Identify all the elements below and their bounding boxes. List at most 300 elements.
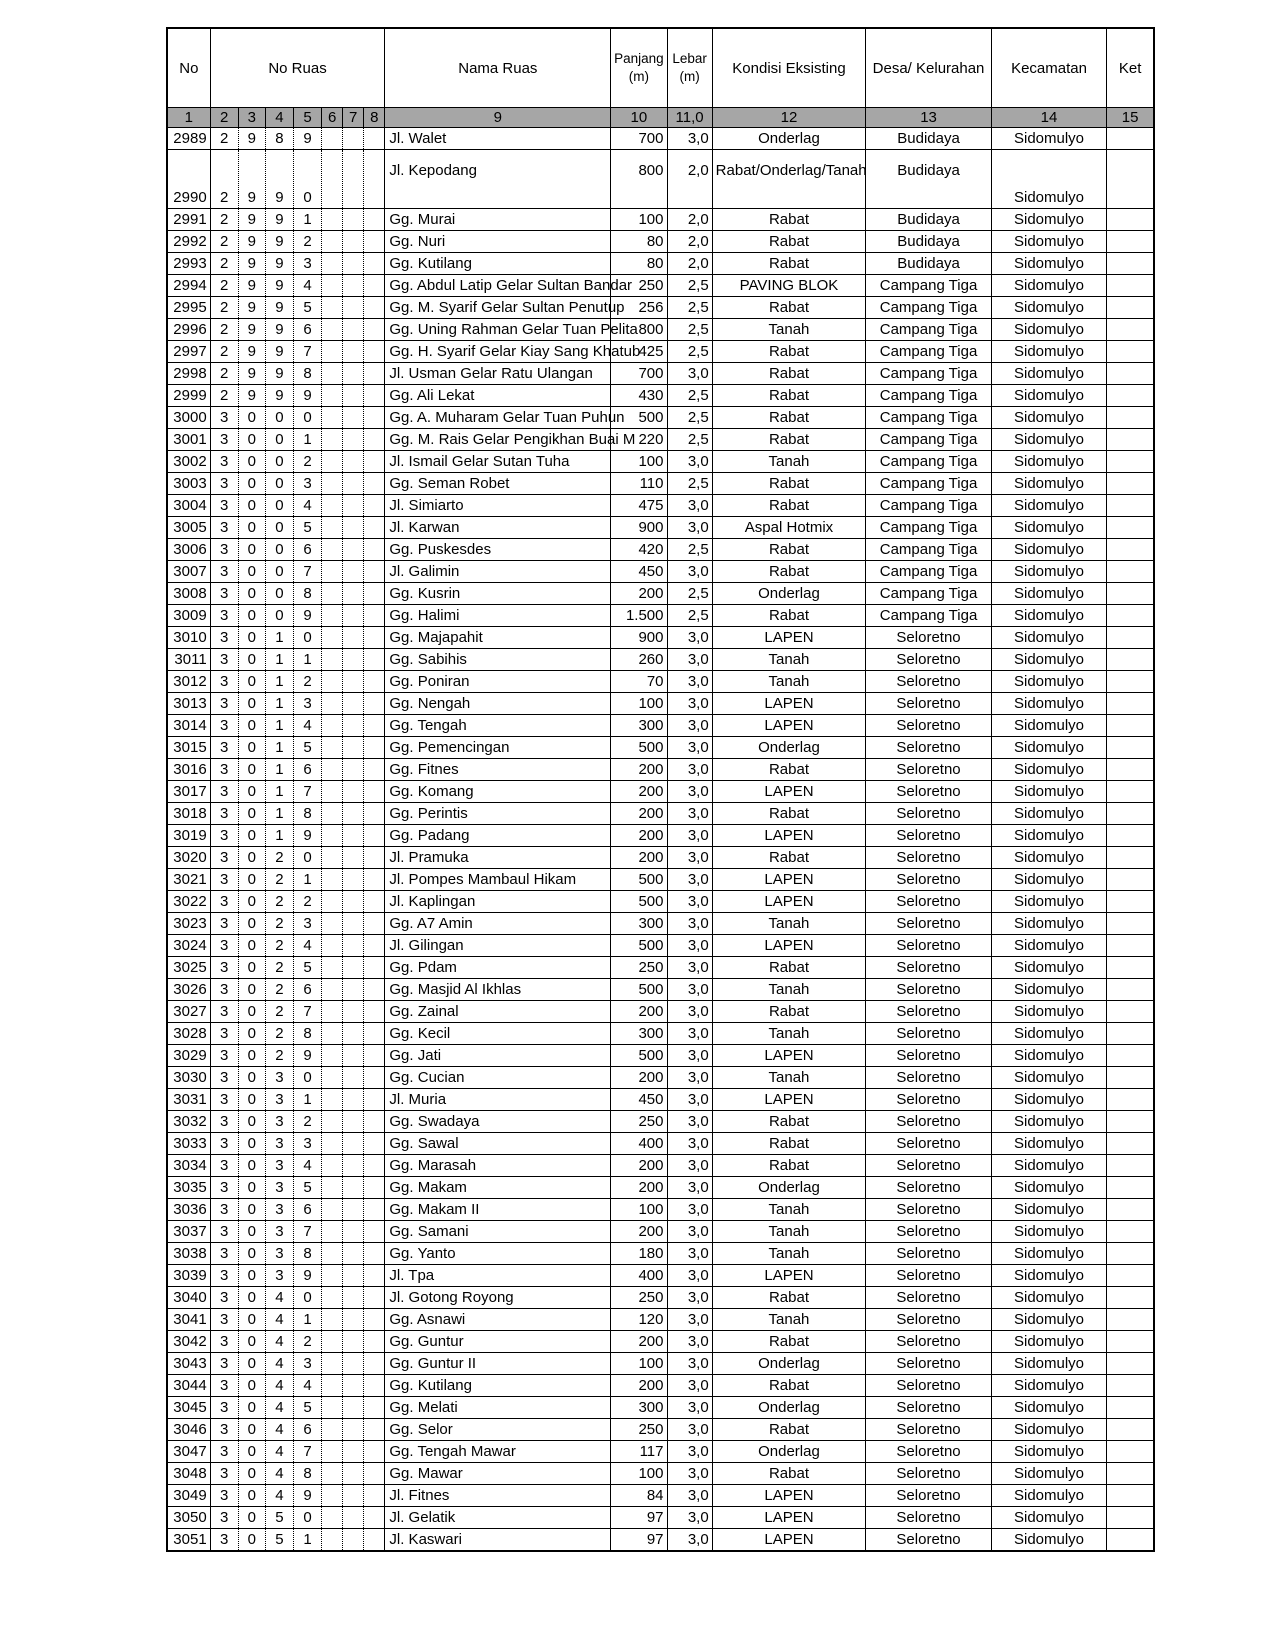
lebar: 3,0 (667, 1331, 712, 1353)
ruas-digit-5: 9 (293, 605, 321, 627)
ruas-digit-4: 2 (265, 1023, 293, 1045)
column-number-row (167, 108, 1154, 128)
table-row (167, 1177, 1154, 1199)
kecamatan: Sidomulyo (991, 957, 1106, 979)
ruas-digit-2: 3 (210, 1375, 238, 1397)
panjang: 425 (611, 341, 667, 363)
panjang: 200 (611, 1001, 667, 1023)
desa-kelurahan: Seloretno (866, 1067, 992, 1089)
kondisi-eksisting: Onderlag (712, 1353, 866, 1375)
keterangan (1107, 1023, 1154, 1045)
ruas-digit-8 (364, 319, 385, 341)
ruas-digit-6 (322, 1155, 343, 1177)
kecamatan: Sidomulyo (991, 429, 1106, 451)
ruas-digit-7 (343, 869, 364, 891)
table-row (167, 1001, 1154, 1023)
lebar: 3,0 (667, 1529, 712, 1552)
ruas-digit-3: 9 (238, 297, 265, 319)
ruas-digit-8 (364, 1155, 385, 1177)
keterangan (1107, 128, 1154, 150)
lebar: 3,0 (667, 1375, 712, 1397)
lebar: 2,0 (667, 231, 712, 253)
table-row (167, 1353, 1154, 1375)
table-row (167, 385, 1154, 407)
kecamatan: Sidomulyo (991, 1265, 1106, 1287)
ruas-digit-6 (322, 1287, 343, 1309)
ruas-digit-2: 3 (210, 1309, 238, 1331)
ruas-digit-5: 7 (293, 561, 321, 583)
nama-ruas: Gg. Melati (385, 1397, 611, 1419)
ruas-digit-8 (364, 1397, 385, 1419)
ruas-digit-7 (343, 1177, 364, 1199)
lebar: 3,0 (667, 1309, 712, 1331)
ruas-digit-5: 1 (293, 429, 321, 451)
row-number: 2993 (167, 253, 210, 275)
ruas-digit-7 (343, 1309, 364, 1331)
table-row (167, 1265, 1154, 1287)
nama-ruas: Jl. Gotong Royong (385, 1287, 611, 1309)
ruas-digit-8 (364, 1133, 385, 1155)
ruas-digit-3: 0 (238, 1265, 265, 1287)
ruas-digit-7 (343, 957, 364, 979)
ruas-digit-7 (343, 583, 364, 605)
ruas-digit-2: 3 (210, 627, 238, 649)
ruas-digit-4: 1 (265, 759, 293, 781)
ruas-digit-8 (364, 275, 385, 297)
desa-kelurahan: Campang Tiga (866, 539, 992, 561)
panjang: 100 (611, 1199, 667, 1221)
kecamatan: Sidomulyo (991, 825, 1106, 847)
ruas-digit-2: 2 (210, 128, 238, 150)
ruas-digit-7 (343, 1023, 364, 1045)
ruas-digit-5: 9 (293, 1045, 321, 1067)
lebar: 2,5 (667, 583, 712, 605)
row-number: 3038 (167, 1243, 210, 1265)
ruas-digit-5: 4 (293, 715, 321, 737)
ruas-digit-6 (322, 429, 343, 451)
desa-kelurahan: Campang Tiga (866, 605, 992, 627)
nama-ruas: Gg. Puskesdes (385, 539, 611, 561)
kondisi-eksisting: Rabat (712, 1287, 866, 1309)
ruas-digit-7 (343, 1353, 364, 1375)
ruas-digit-7 (343, 781, 364, 803)
table-row (167, 847, 1154, 869)
ruas-digit-2: 3 (210, 429, 238, 451)
kecamatan: Sidomulyo (991, 803, 1106, 825)
ruas-digit-8 (364, 561, 385, 583)
desa-kelurahan: Campang Tiga (866, 385, 992, 407)
keterangan (1107, 627, 1154, 649)
ruas-digit-5: 6 (293, 759, 321, 781)
ruas-digit-7 (343, 693, 364, 715)
lebar: 3,0 (667, 781, 712, 803)
ruas-digit-2: 2 (210, 297, 238, 319)
ruas-digit-4: 5 (265, 1529, 293, 1552)
ruas-digit-4: 9 (265, 297, 293, 319)
ruas-digit-6 (322, 1265, 343, 1287)
kecamatan: Sidomulyo (991, 847, 1106, 869)
desa-kelurahan: Campang Tiga (866, 561, 992, 583)
ruas-digit-3: 9 (238, 231, 265, 253)
ruas-digit-2: 3 (210, 1221, 238, 1243)
ruas-digit-5: 0 (293, 407, 321, 429)
ruas-digit-7 (343, 1133, 364, 1155)
column-number-cell: 11,0 (667, 108, 712, 128)
lebar: 2,5 (667, 275, 712, 297)
lebar: 3,0 (667, 1001, 712, 1023)
ruas-digit-4: 9 (265, 253, 293, 275)
ruas-digit-2: 3 (210, 1287, 238, 1309)
ruas-digit-2: 3 (210, 1353, 238, 1375)
panjang: 420 (611, 539, 667, 561)
ruas-digit-5: 0 (293, 847, 321, 869)
table-row (167, 1133, 1154, 1155)
column-number-cell: 1 (167, 108, 210, 128)
ruas-digit-7 (343, 715, 364, 737)
table-row (167, 957, 1154, 979)
ruas-digit-3: 0 (238, 1111, 265, 1133)
ruas-digit-8 (364, 1331, 385, 1353)
kondisi-eksisting: LAPEN (712, 1045, 866, 1067)
ruas-digit-5: 7 (293, 1441, 321, 1463)
kecamatan: Sidomulyo (991, 1199, 1106, 1221)
lebar: 2,5 (667, 385, 712, 407)
table-row (167, 1331, 1154, 1353)
nama-ruas: Gg. A7 Amin (385, 913, 611, 935)
header-kecamatan: Kecamatan (991, 28, 1106, 108)
panjang: 900 (611, 627, 667, 649)
table-row (167, 825, 1154, 847)
table-row (167, 605, 1154, 627)
ruas-digit-7 (343, 319, 364, 341)
desa-kelurahan: Seloretno (866, 1155, 992, 1177)
ruas-digit-8 (364, 385, 385, 407)
nama-ruas: Jl. Muria (385, 1089, 611, 1111)
ruas-digit-6 (322, 1221, 343, 1243)
lebar: 3,0 (667, 671, 712, 693)
ruas-digit-3: 9 (238, 150, 265, 209)
ruas-digit-7 (343, 429, 364, 451)
ruas-digit-5: 1 (293, 1529, 321, 1552)
panjang: 200 (611, 1221, 667, 1243)
kondisi-eksisting: Aspal Hotmix (712, 517, 866, 539)
column-number-cell: 4 (265, 108, 293, 128)
ruas-digit-7 (343, 891, 364, 913)
ruas-digit-5: 7 (293, 341, 321, 363)
ruas-digit-7 (343, 1419, 364, 1441)
ruas-digit-7 (343, 407, 364, 429)
panjang: 250 (611, 1419, 667, 1441)
ruas-digit-8 (364, 583, 385, 605)
header-no: No (167, 28, 210, 108)
table-row (167, 671, 1154, 693)
ruas-digit-4: 0 (265, 517, 293, 539)
row-number: 3046 (167, 1419, 210, 1441)
kecamatan: Sidomulyo (991, 1441, 1106, 1463)
ruas-digit-2: 3 (210, 517, 238, 539)
ruas-digit-8 (364, 341, 385, 363)
nama-ruas: Gg. Makam (385, 1177, 611, 1199)
table-row (167, 693, 1154, 715)
lebar: 3,0 (667, 561, 712, 583)
desa-kelurahan: Seloretno (866, 1089, 992, 1111)
ruas-digit-4: 0 (265, 539, 293, 561)
kecamatan: Sidomulyo (991, 913, 1106, 935)
lebar: 3,0 (667, 715, 712, 737)
ruas-digit-3: 0 (238, 495, 265, 517)
ruas-digit-5: 0 (293, 627, 321, 649)
row-number: 3036 (167, 1199, 210, 1221)
desa-kelurahan: Seloretno (866, 1353, 992, 1375)
keterangan (1107, 1463, 1154, 1485)
ruas-digit-2: 3 (210, 891, 238, 913)
column-number-cell: 13 (866, 108, 992, 128)
kondisi-eksisting: LAPEN (712, 693, 866, 715)
table-row (167, 979, 1154, 1001)
ruas-digit-3: 0 (238, 1155, 265, 1177)
nama-ruas: Jl. Karwan (385, 517, 611, 539)
desa-kelurahan: Campang Tiga (866, 429, 992, 451)
table-row (167, 1441, 1154, 1463)
lebar: 3,0 (667, 1485, 712, 1507)
ruas-digit-2: 3 (210, 1419, 238, 1441)
ruas-digit-7 (343, 649, 364, 671)
kondisi-eksisting: Rabat (712, 1375, 866, 1397)
nama-ruas: Jl. Tpa (385, 1265, 611, 1287)
panjang: 100 (611, 1353, 667, 1375)
ruas-digit-6 (322, 150, 343, 209)
ruas-digit-3: 0 (238, 913, 265, 935)
ruas-digit-2: 3 (210, 847, 238, 869)
ruas-digit-8 (364, 737, 385, 759)
panjang: 100 (611, 693, 667, 715)
lebar: 3,0 (667, 1243, 712, 1265)
lebar: 3,0 (667, 1221, 712, 1243)
ruas-digit-7 (343, 1089, 364, 1111)
keterangan (1107, 1221, 1154, 1243)
ruas-digit-4: 1 (265, 693, 293, 715)
ruas-digit-3: 9 (238, 363, 265, 385)
nama-ruas: Gg. Uning Rahman Gelar Tuan Pelita (385, 319, 611, 341)
panjang: 200 (611, 1331, 667, 1353)
lebar: 3,0 (667, 1353, 712, 1375)
ruas-digit-3: 0 (238, 1133, 265, 1155)
row-number: 3024 (167, 935, 210, 957)
kondisi-eksisting: Tanah (712, 913, 866, 935)
ruas-digit-7 (343, 1441, 364, 1463)
ruas-digit-3: 0 (238, 1353, 265, 1375)
kecamatan: Sidomulyo (991, 407, 1106, 429)
ruas-digit-4: 2 (265, 891, 293, 913)
lebar: 3,0 (667, 1463, 712, 1485)
nama-ruas: Gg. Abdul Latip Gelar Sultan Bandar (385, 275, 611, 297)
nama-ruas: Jl. Kaplingan (385, 891, 611, 913)
ruas-digit-8 (364, 1287, 385, 1309)
ruas-digit-2: 3 (210, 1529, 238, 1552)
ruas-digit-7 (343, 913, 364, 935)
kondisi-eksisting: Onderlag (712, 583, 866, 605)
kondisi-eksisting: Rabat (712, 1155, 866, 1177)
ruas-digit-6 (322, 319, 343, 341)
nama-ruas: Gg. Fitnes (385, 759, 611, 781)
ruas-digit-4: 9 (265, 275, 293, 297)
desa-kelurahan: Budidaya (866, 231, 992, 253)
desa-kelurahan: Seloretno (866, 825, 992, 847)
lebar: 3,0 (667, 495, 712, 517)
ruas-digit-5: 4 (293, 1375, 321, 1397)
nama-ruas: Gg. Majapahit (385, 627, 611, 649)
ruas-digit-3: 0 (238, 451, 265, 473)
desa-kelurahan: Campang Tiga (866, 275, 992, 297)
ruas-digit-6 (322, 1243, 343, 1265)
ruas-digit-8 (364, 209, 385, 231)
ruas-digit-4: 2 (265, 1001, 293, 1023)
ruas-digit-3: 0 (238, 1287, 265, 1309)
keterangan (1107, 1133, 1154, 1155)
column-number-cell: 12 (712, 108, 866, 128)
lebar: 3,0 (667, 451, 712, 473)
ruas-digit-3: 0 (238, 1023, 265, 1045)
ruas-digit-2: 3 (210, 671, 238, 693)
desa-kelurahan: Budidaya (866, 209, 992, 231)
ruas-digit-3: 0 (238, 825, 265, 847)
ruas-digit-5: 5 (293, 1177, 321, 1199)
ruas-digit-3: 0 (238, 759, 265, 781)
panjang: 100 (611, 451, 667, 473)
keterangan (1107, 150, 1154, 209)
ruas-digit-4: 2 (265, 979, 293, 1001)
ruas-digit-6 (322, 1353, 343, 1375)
ruas-digit-2: 3 (210, 473, 238, 495)
keterangan (1107, 1265, 1154, 1287)
ruas-digit-5: 8 (293, 363, 321, 385)
ruas-digit-5: 4 (293, 275, 321, 297)
header-ket: Ket (1107, 28, 1154, 108)
kondisi-eksisting: Rabat/Onderlag/Tanah (712, 150, 866, 209)
ruas-digit-8 (364, 935, 385, 957)
desa-kelurahan: Seloretno (866, 715, 992, 737)
ruas-digit-3: 0 (238, 1529, 265, 1552)
ruas-digit-6 (322, 517, 343, 539)
table-row (167, 275, 1154, 297)
ruas-digit-3: 0 (238, 1375, 265, 1397)
ruas-digit-6 (322, 385, 343, 407)
ruas-digit-4: 0 (265, 451, 293, 473)
ruas-digit-8 (364, 1309, 385, 1331)
ruas-digit-2: 3 (210, 1199, 238, 1221)
panjang: 100 (611, 209, 667, 231)
ruas-digit-2: 2 (210, 209, 238, 231)
ruas-digit-2: 3 (210, 913, 238, 935)
ruas-digit-7 (343, 1397, 364, 1419)
ruas-digit-8 (364, 671, 385, 693)
kecamatan: Sidomulyo (991, 1375, 1106, 1397)
table-row (167, 1309, 1154, 1331)
ruas-digit-4: 3 (265, 1155, 293, 1177)
keterangan (1107, 847, 1154, 869)
lebar: 3,0 (667, 1133, 712, 1155)
lebar: 3,0 (667, 517, 712, 539)
ruas-digit-5: 7 (293, 1221, 321, 1243)
ruas-digit-3: 0 (238, 429, 265, 451)
ruas-digit-8 (364, 1045, 385, 1067)
panjang: 900 (611, 517, 667, 539)
ruas-digit-7 (343, 1265, 364, 1287)
kecamatan: Sidomulyo (991, 297, 1106, 319)
panjang: 180 (611, 1243, 667, 1265)
ruas-digit-2: 3 (210, 407, 238, 429)
row-number: 3020 (167, 847, 210, 869)
ruas-digit-8 (364, 1199, 385, 1221)
panjang: 97 (611, 1529, 667, 1552)
desa-kelurahan: Seloretno (866, 737, 992, 759)
ruas-digit-2: 3 (210, 1023, 238, 1045)
panjang: 700 (611, 363, 667, 385)
desa-kelurahan: Seloretno (866, 1419, 992, 1441)
nama-ruas: Gg. Guntur II (385, 1353, 611, 1375)
ruas-digit-6 (322, 803, 343, 825)
nama-ruas: Gg. Perintis (385, 803, 611, 825)
ruas-digit-3: 0 (238, 407, 265, 429)
nama-ruas: Gg. Nuri (385, 231, 611, 253)
kondisi-eksisting: Rabat (712, 1331, 866, 1353)
desa-kelurahan: Seloretno (866, 1309, 992, 1331)
keterangan (1107, 1375, 1154, 1397)
ruas-digit-7 (343, 1155, 364, 1177)
nama-ruas: Gg. Jati (385, 1045, 611, 1067)
ruas-digit-6 (322, 737, 343, 759)
ruas-digit-6 (322, 275, 343, 297)
table-row (167, 128, 1154, 150)
desa-kelurahan: Seloretno (866, 649, 992, 671)
ruas-digit-6 (322, 1133, 343, 1155)
ruas-digit-5: 7 (293, 781, 321, 803)
row-number: 3007 (167, 561, 210, 583)
panjang: 200 (611, 825, 667, 847)
table-row (167, 1023, 1154, 1045)
row-number: 3026 (167, 979, 210, 1001)
panjang: 300 (611, 1023, 667, 1045)
ruas-digit-7 (343, 627, 364, 649)
table-row (167, 1529, 1154, 1552)
ruas-digit-2: 3 (210, 1397, 238, 1419)
panjang: 800 (611, 319, 667, 341)
kondisi-eksisting: Rabat (712, 363, 866, 385)
ruas-digit-6 (322, 1397, 343, 1419)
keterangan (1107, 341, 1154, 363)
ruas-digit-4: 0 (265, 473, 293, 495)
ruas-digit-8 (364, 1463, 385, 1485)
panjang: 1.500 (611, 605, 667, 627)
nama-ruas: Gg. Kusrin (385, 583, 611, 605)
ruas-digit-2: 3 (210, 715, 238, 737)
panjang: 250 (611, 1111, 667, 1133)
ruas-digit-8 (364, 847, 385, 869)
ruas-digit-4: 3 (265, 1177, 293, 1199)
keterangan (1107, 473, 1154, 495)
panjang: 250 (611, 1287, 667, 1309)
ruas-digit-3: 0 (238, 781, 265, 803)
panjang: 100 (611, 1463, 667, 1485)
table-row (167, 473, 1154, 495)
ruas-digit-6 (322, 1001, 343, 1023)
kondisi-eksisting: LAPEN (712, 1507, 866, 1529)
kecamatan: Sidomulyo (991, 781, 1106, 803)
ruas-digit-4: 9 (265, 209, 293, 231)
ruas-digit-2: 2 (210, 385, 238, 407)
ruas-digit-5: 3 (293, 693, 321, 715)
keterangan (1107, 825, 1154, 847)
